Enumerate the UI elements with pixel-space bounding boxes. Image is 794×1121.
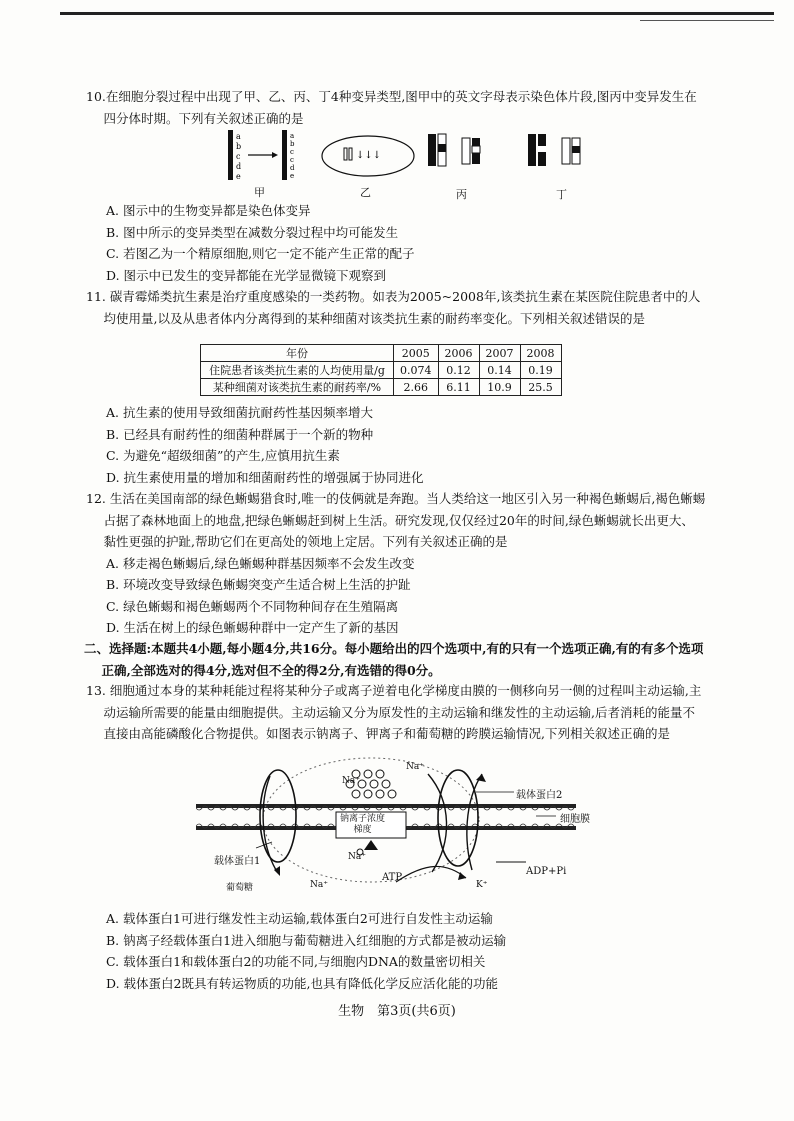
option-d: D. 抗生素使用量的增加和细菌耐药性的增强属于协同进化 <box>106 469 424 485</box>
table-cell: 0.14 <box>479 362 520 379</box>
gradient-label-line-2: 梯度 <box>353 825 372 835</box>
diagram-label-adp: ADP+Pi <box>526 866 567 877</box>
diagram-label-na-in: Na⁺ <box>342 776 360 786</box>
diagram-label-atp: ATP <box>382 872 403 883</box>
diagram-label-gradient <box>340 814 385 836</box>
page-footer: 生物 第3页(共6页) <box>338 1004 456 1019</box>
figure-label-bing: 丙 <box>456 188 467 201</box>
option-b: B. 钠离子经载体蛋白1进入细胞与葡萄糖进入红细胞的方式都是被动运输 <box>106 932 507 948</box>
diagram-label-carrier-1: 载体蛋白1 <box>214 856 261 867</box>
option-c: C. 为避免“超级细菌”的产生,应慎用抗生素 <box>106 448 340 463</box>
table-cell: 2.66 <box>394 379 439 396</box>
diagram-label-membrane: 细胞膜 <box>560 814 590 825</box>
table-cell: 2008 <box>520 345 561 362</box>
gradient-label-line-1: 钠离子浓度 <box>340 814 386 824</box>
option-d: D. 载体蛋白2既具有转运物质的功能,也具有降低化学反应活化能的功能 <box>106 975 498 991</box>
option-b: B. 图中所示的变异类型在减数分裂过程中均可能发生 <box>106 224 399 240</box>
question-stem: 12. 生活在美国南部的绿色蜥蜴猎食时,唯一的伎俩就是奔跑。当人类给这一地区引入另一种褐色蜥蜴后,褐色蜥蜴占据了森林地面上的地盘,把绿色蜥蜴赶到树上生活。研究发现,仅仅经过20年的时间,绿色蜥蜴就长出更大、黏性更强的护趾,帮助它们在更高处的领地上定居。下列有关叙述正确的是 <box>86 491 706 549</box>
table-row <box>201 379 562 396</box>
option-a: A. 抗生素的使用导致细菌抗耐药性基因频率增大 <box>106 405 373 420</box>
table-cell: 年份 <box>201 345 394 362</box>
option-c: C. 若图乙为一个精原细胞,则它一定不能产生正常的配子 <box>106 246 415 261</box>
option-a: A. 移走褐色蜥蜴后,绿色蜥蜴种群基因频率不会发生改变 <box>106 555 415 571</box>
carrier-protein-2 <box>428 770 486 872</box>
gradient-arrow <box>364 840 378 850</box>
option-d: D. 生活在树上的绿色蜥蜴种群中一定产生了新的基因 <box>106 620 399 635</box>
question-stem: 13. 细胞通过本身的某种耗能过程将某种分子或离子逆着电化学梯度由膜的一侧移向另一侧的过程叫主动运输,主动运输所需要的能量由细胞提供。主动运输又分为原发性的主动运输和继发性的主动运输,后者消耗的能量不直接由高能磷酸化合物提供。如图表示钠离子、钾离子和葡萄糖的跨膜运输情况,下列相关叙述正确的是 <box>86 683 702 741</box>
figure-label-ding: 丁 <box>556 188 567 201</box>
figure-label-yi: 乙 <box>360 186 371 199</box>
table-cell: 10.9 <box>479 379 520 396</box>
table-cell: 0.12 <box>438 362 479 379</box>
q11-options <box>86 402 706 488</box>
diagram-label-glucose: 葡萄糖 <box>226 883 254 893</box>
figure-bing <box>428 134 480 166</box>
diagram-label-carrier-2: 载体蛋白2 <box>516 790 563 801</box>
table-cell: 某种细菌对该类抗生素的耐药率/% <box>201 379 394 396</box>
table-cell: 2005 <box>394 345 439 362</box>
question-11 <box>86 286 706 329</box>
scan-border-line <box>640 20 774 21</box>
figure-yi <box>322 136 414 176</box>
diagram-label-na-top: Na⁺ <box>406 762 424 772</box>
question-stem: 11. 碳青霉烯类抗生素是治疗重度感染的一类药物。如表为2005~2008年,该类抗生素在某医院住院患者中的人均使用量,以及从患者体内分离得到的某种细菌对该类抗生素的耐药率变化。下列相关叙述错误的是 <box>86 289 701 326</box>
scan-border-line <box>60 12 774 15</box>
svg-text:a: a <box>290 132 295 140</box>
option-b: B. 已经具有耐药性的细菌种群属于一个新的物种 <box>106 426 374 442</box>
table-cell: 6.11 <box>438 379 479 396</box>
option-c: C. 载体蛋白1和载体蛋白2的功能不同,与细胞内DNA的数量密切相关 <box>106 954 486 969</box>
figure-jia <box>228 130 295 181</box>
table-cell: 2006 <box>438 345 479 362</box>
svg-text:d: d <box>290 164 295 172</box>
table-cell: 2007 <box>479 345 520 362</box>
q13-membrane-diagram <box>196 752 616 900</box>
option-c: C. 绿色蜥蜴和褐色蜥蜴两个不同物种间存在生殖隔离 <box>106 598 399 614</box>
diagram-label-na-low: Na⁺ <box>348 852 366 862</box>
table-cell: 0.19 <box>520 362 561 379</box>
q11-table <box>200 344 562 396</box>
table-row <box>201 362 562 379</box>
option-d: D. 图示中已发生的变异都能在光学显微镜下观察到 <box>106 267 387 283</box>
question-10 <box>86 86 706 129</box>
svg-text:d: d <box>236 162 242 171</box>
question-13 <box>86 680 706 745</box>
svg-text:c: c <box>290 148 294 156</box>
section-instructions: 二、选择题:本题共4小题,每小题4分,共16分。每小题给出的四个选项中,有的只有一个选项正确,有的有多个选项正确,全部选对的得4分,选对但不全的得2分,有选错的得0分。 <box>84 641 704 678</box>
svg-text:c: c <box>236 152 241 161</box>
svg-text:c: c <box>290 156 294 164</box>
q10-options <box>86 200 706 286</box>
table-cell: 住院患者该类抗生素的人均使用量/g <box>201 362 394 379</box>
atp-arrow <box>396 866 466 882</box>
carrier-protein-1 <box>260 770 296 876</box>
diagram-label-k: K⁺ <box>476 880 488 890</box>
diagram-label-na-bottom: Na⁺ <box>310 880 328 890</box>
figure-ding <box>528 134 580 166</box>
table-cell: 25.5 <box>520 379 561 396</box>
table-header-row <box>201 345 562 362</box>
svg-text:b: b <box>290 140 295 148</box>
figure-label-jia: 甲 <box>254 186 265 199</box>
svg-text:e: e <box>236 172 241 181</box>
option-a: A. 载体蛋白1可进行继发性主动运输,载体蛋白2可进行自发性主动运输 <box>106 911 493 926</box>
section-2-heading <box>84 638 708 681</box>
q13-options <box>86 908 706 994</box>
question-12 <box>86 488 706 639</box>
svg-text:↓↓↓: ↓↓↓ <box>356 150 382 161</box>
svg-text:a: a <box>236 132 241 141</box>
option-a: A. 图示中的生物变异都是染色体变异 <box>106 203 311 218</box>
svg-text:e: e <box>290 172 295 180</box>
question-stem: 10.在细胞分裂过程中出现了甲、乙、丙、丁4种变异类型,图甲中的英文字母表示染色体片段,图丙中变异发生在四分体时期。下列有关叙述正确的是 <box>86 89 697 126</box>
option-b: B. 环境改变导致绿色蜥蜴突变产生适合树上生活的护趾 <box>106 577 411 592</box>
table-cell: 0.074 <box>394 362 439 379</box>
svg-text:b: b <box>236 142 242 151</box>
